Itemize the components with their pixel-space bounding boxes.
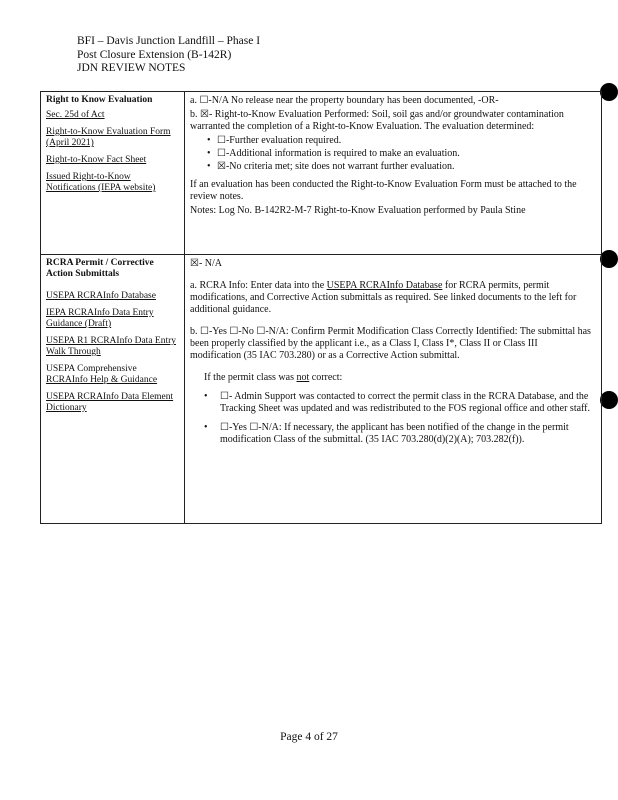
link-help-guidance[interactable]: RCRAInfo Help & Guidance [46, 375, 158, 385]
bullet-text: ☐-Yes ☐-N/A: If necessary, the applicant has been notified of the change in the permit modification Class of the submittal. (35 IAC 703.280(d)(2)(A); 703.282(f)). [220, 422, 569, 445]
bullet-text: ☐- Admin Support was contacted to correct the permit class in the RCRA Database, and the Tracking Sheet was updated and was redistributed to the FOS regional office and other staff. [220, 391, 591, 414]
note-log: Notes: Log No. B-142R2-M-7 Right-to-Know Evaluation performed by Paula Stine [190, 205, 526, 216]
link-element-dictionary[interactable]: USEPA RCRAInfo Data Element Dictionary [46, 392, 174, 413]
section-title: RCRA Permit / Corrective Action Submittals [46, 258, 154, 279]
link-act-section[interactable]: Sec. 25d of Act [46, 110, 105, 120]
page-number: Page 4 of 27 [280, 731, 338, 743]
table-row [41, 255, 601, 523]
table-row [41, 92, 601, 255]
list-item: • ☐-Additional information is required to make an evaluation. [207, 148, 460, 159]
list-item: • ☐- Admin Support was contacted to correct the permit class in the RCRA Database, and the Tracking Sheet was updated and was redistributed to the FOS regional office and other staff. [204, 391, 591, 414]
item-b: b. ☐-Yes ☐-No ☐-N/A: Confirm Permit Modification Class Correctly Identified: The submittal has been properly classified by the applicant i.e., as a Class I, Class I*, Class II or Class III modification (35 IAC 703.280) or as a Corrective Action submittal. [190, 326, 591, 361]
row-content-cell [185, 92, 601, 254]
list-item: • ☐-Yes ☐-N/A: If necessary, the applicant has been notified of the change in the permit modification Class of the submittal. (35 IAC 703.280(d)(2)(A); 703.282(f)). [204, 422, 591, 446]
bullet-text: ☒-No criteria met; site does not warrant further evaluation. [217, 161, 455, 172]
item-a: a. ☐-N/A No release near the property boundary has been documented, -OR- [190, 95, 499, 106]
link-usepa-rcrainfo[interactable]: USEPA RCRAInfo Database [46, 291, 156, 301]
link-rtk-form[interactable]: Right-to-Know Evaluation Form (April 2021) [46, 127, 171, 148]
section-title: Right to Know Evaluation [46, 95, 153, 105]
document-header [77, 35, 260, 76]
na-checkbox: ☒- N/A [190, 258, 223, 269]
if-not-correct: If the permit class was not correct: [204, 372, 343, 383]
list-item: • ☒-No criteria met; site does not warrant further evaluation. [207, 161, 455, 172]
row-label-cell [41, 255, 185, 523]
row-content-cell [185, 255, 601, 523]
item-a: a. RCRA Info: Enter data into the USEPA RCRAInfo Database for RCRA permits, permit modifications, and Corrective Action submittals as required. See linked documents to the left for additional guidance. [190, 280, 577, 315]
link-issued-notifications[interactable]: Issued Right-to-Know Notifications (IEPA website) [46, 172, 156, 193]
header-site: BFI – Davis Junction Landfill – Phase I [77, 35, 261, 47]
list-item: • ☐-Further evaluation required. [207, 135, 342, 146]
link-r1-walkthrough[interactable]: USEPA R1 RCRAInfo Data Entry Walk Through [46, 336, 177, 357]
link-rtk-fact-sheet[interactable]: Right-to-Know Fact Sheet [46, 155, 147, 165]
row-label-cell [41, 92, 185, 254]
header-project: Post Closure Extension (B-142R) [77, 48, 232, 61]
link-iepa-guidance[interactable]: IEPA RCRAInfo Data Entry Guidance (Draft) [46, 308, 154, 329]
bullet-text: ☐-Additional information is required to make an evaluation. [217, 148, 460, 159]
link-rcrainfo-database[interactable]: USEPA RCRAInfo Database [326, 280, 443, 291]
punch-hole [600, 83, 618, 101]
bullet-text: ☐-Further evaluation required. [217, 135, 342, 146]
review-table [40, 91, 602, 524]
item-b: b. ☒- Right-to-Know Evaluation Performed: Soil, soil gas and/or groundwater contamination warranted the completion of a Right-to-Know Evaluation. The evaluation determined: [190, 109, 564, 132]
punch-hole [600, 391, 618, 409]
punch-hole [600, 250, 618, 268]
note-attach: If an evaluation has been conducted the Right-to-Know Evaluation Form must be attached to the review notes. [190, 179, 577, 202]
header-doc-type: JDN REVIEW NOTES [77, 62, 186, 74]
comprehensive-label: USEPA Comprehensive [46, 364, 137, 374]
